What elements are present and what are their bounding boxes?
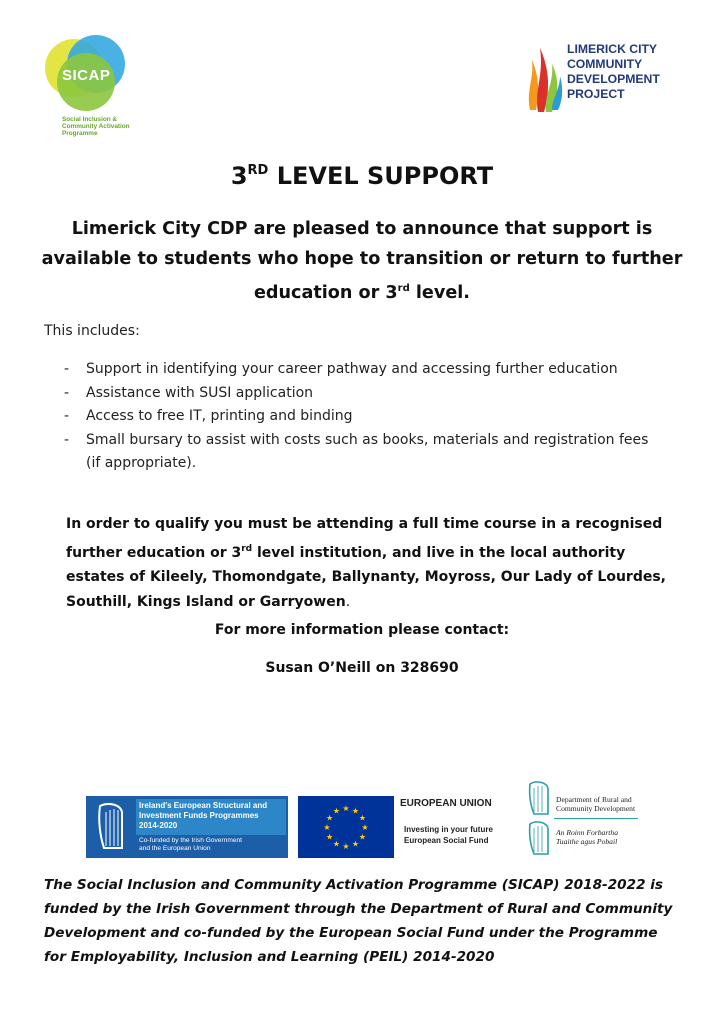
eu-star-icon: ★ <box>358 832 367 842</box>
cdp-line-3: DEVELOPMENT <box>567 72 660 86</box>
esif-logo <box>86 796 288 858</box>
eu-star-icon: ★ <box>358 813 367 823</box>
list-item: - Support in identifying your career pathway and accessing further education <box>64 361 618 377</box>
department-name-english: Department of Rural and Community Development <box>556 795 636 813</box>
eu-star-icon: ★ <box>351 839 360 849</box>
page-title: 3RD LEVEL SUPPORT <box>230 162 494 190</box>
cdp-line-1: LIMERICK CITY <box>567 42 658 56</box>
harp-icon <box>86 796 134 858</box>
eu-star-icon: ★ <box>332 806 341 816</box>
cdp-logo <box>524 40 664 116</box>
funding-statement: The Social Inclusion and Community Activation Programme (SICAP) 2018-2022 is funded by the Irish Government through the Department of Rural and Community Development and co-funded by the European Social Fund under the Programme for Employability, Inclusion and Learning (PEIL) 2014-2020 <box>44 877 673 965</box>
esif-subtitle: Co-funded by the Irish Government and the European Union <box>136 836 286 855</box>
harp-icon <box>524 778 554 860</box>
esif-title: Ireland's European Structural and Investment Funds Programmes 2014-2020 <box>136 799 286 835</box>
eu-star-icon: ★ <box>325 832 334 842</box>
eu-star-icon: ★ <box>323 823 331 832</box>
sicap-logo <box>44 34 154 144</box>
cdp-wordmark <box>567 42 660 102</box>
cdp-line-2: COMMUNITY <box>567 57 643 71</box>
list-item: - Small bursary to assist with costs such as books, materials and registration fees (if appropriate). <box>64 431 649 471</box>
list-item: - Access to free IT, printing and binding <box>64 408 353 424</box>
department-name-irish: An Roinn Forbartha Tuaithe agus Pobail <box>556 828 619 846</box>
eu-title: EUROPEAN UNION <box>400 798 492 809</box>
eligibility-paragraph: In order to qualify you must be attending a full time course in a recognised further education or 3rd level institution, and live in the local authority estates of Kileely, Thomondgate, Ballynanty, Moyross, Our Lady of Lourdes, Southill, Kings Island or Garryowen. <box>66 516 666 610</box>
support-list <box>64 358 664 476</box>
eu-star-icon: ★ <box>351 806 360 816</box>
eu-star-icon: ★ <box>325 813 334 823</box>
sicap-tagline: Social Inclusion & Community Activation Programme <box>62 116 130 137</box>
flame-icon <box>524 40 564 116</box>
more-info-heading: For more information please contact: <box>214 622 510 638</box>
eu-text-block <box>396 794 512 860</box>
eu-flag-icon <box>298 796 394 858</box>
intro-text: This includes: <box>44 323 140 339</box>
eu-star-icon: ★ <box>342 842 350 851</box>
divider <box>554 818 638 819</box>
contact-line: Susan O’Neill on 328690 <box>265 660 459 676</box>
list-item: - Assistance with SUSI application <box>64 384 314 401</box>
eu-star-icon: ★ <box>332 839 341 849</box>
sicap-wordmark: SICAP <box>62 67 111 84</box>
eu-star-icon: ★ <box>342 804 350 813</box>
cdp-line-4: PROJECT <box>567 87 625 101</box>
eu-investing-text: Investing in your future European Social Fund <box>404 825 493 845</box>
department-logo <box>524 778 648 860</box>
announcement-heading: Limerick City CDP are pleased to announce that support is available to students who hope to transition or return to further education or 3rd level. <box>41 219 683 303</box>
eu-star-icon: ★ <box>361 823 369 832</box>
